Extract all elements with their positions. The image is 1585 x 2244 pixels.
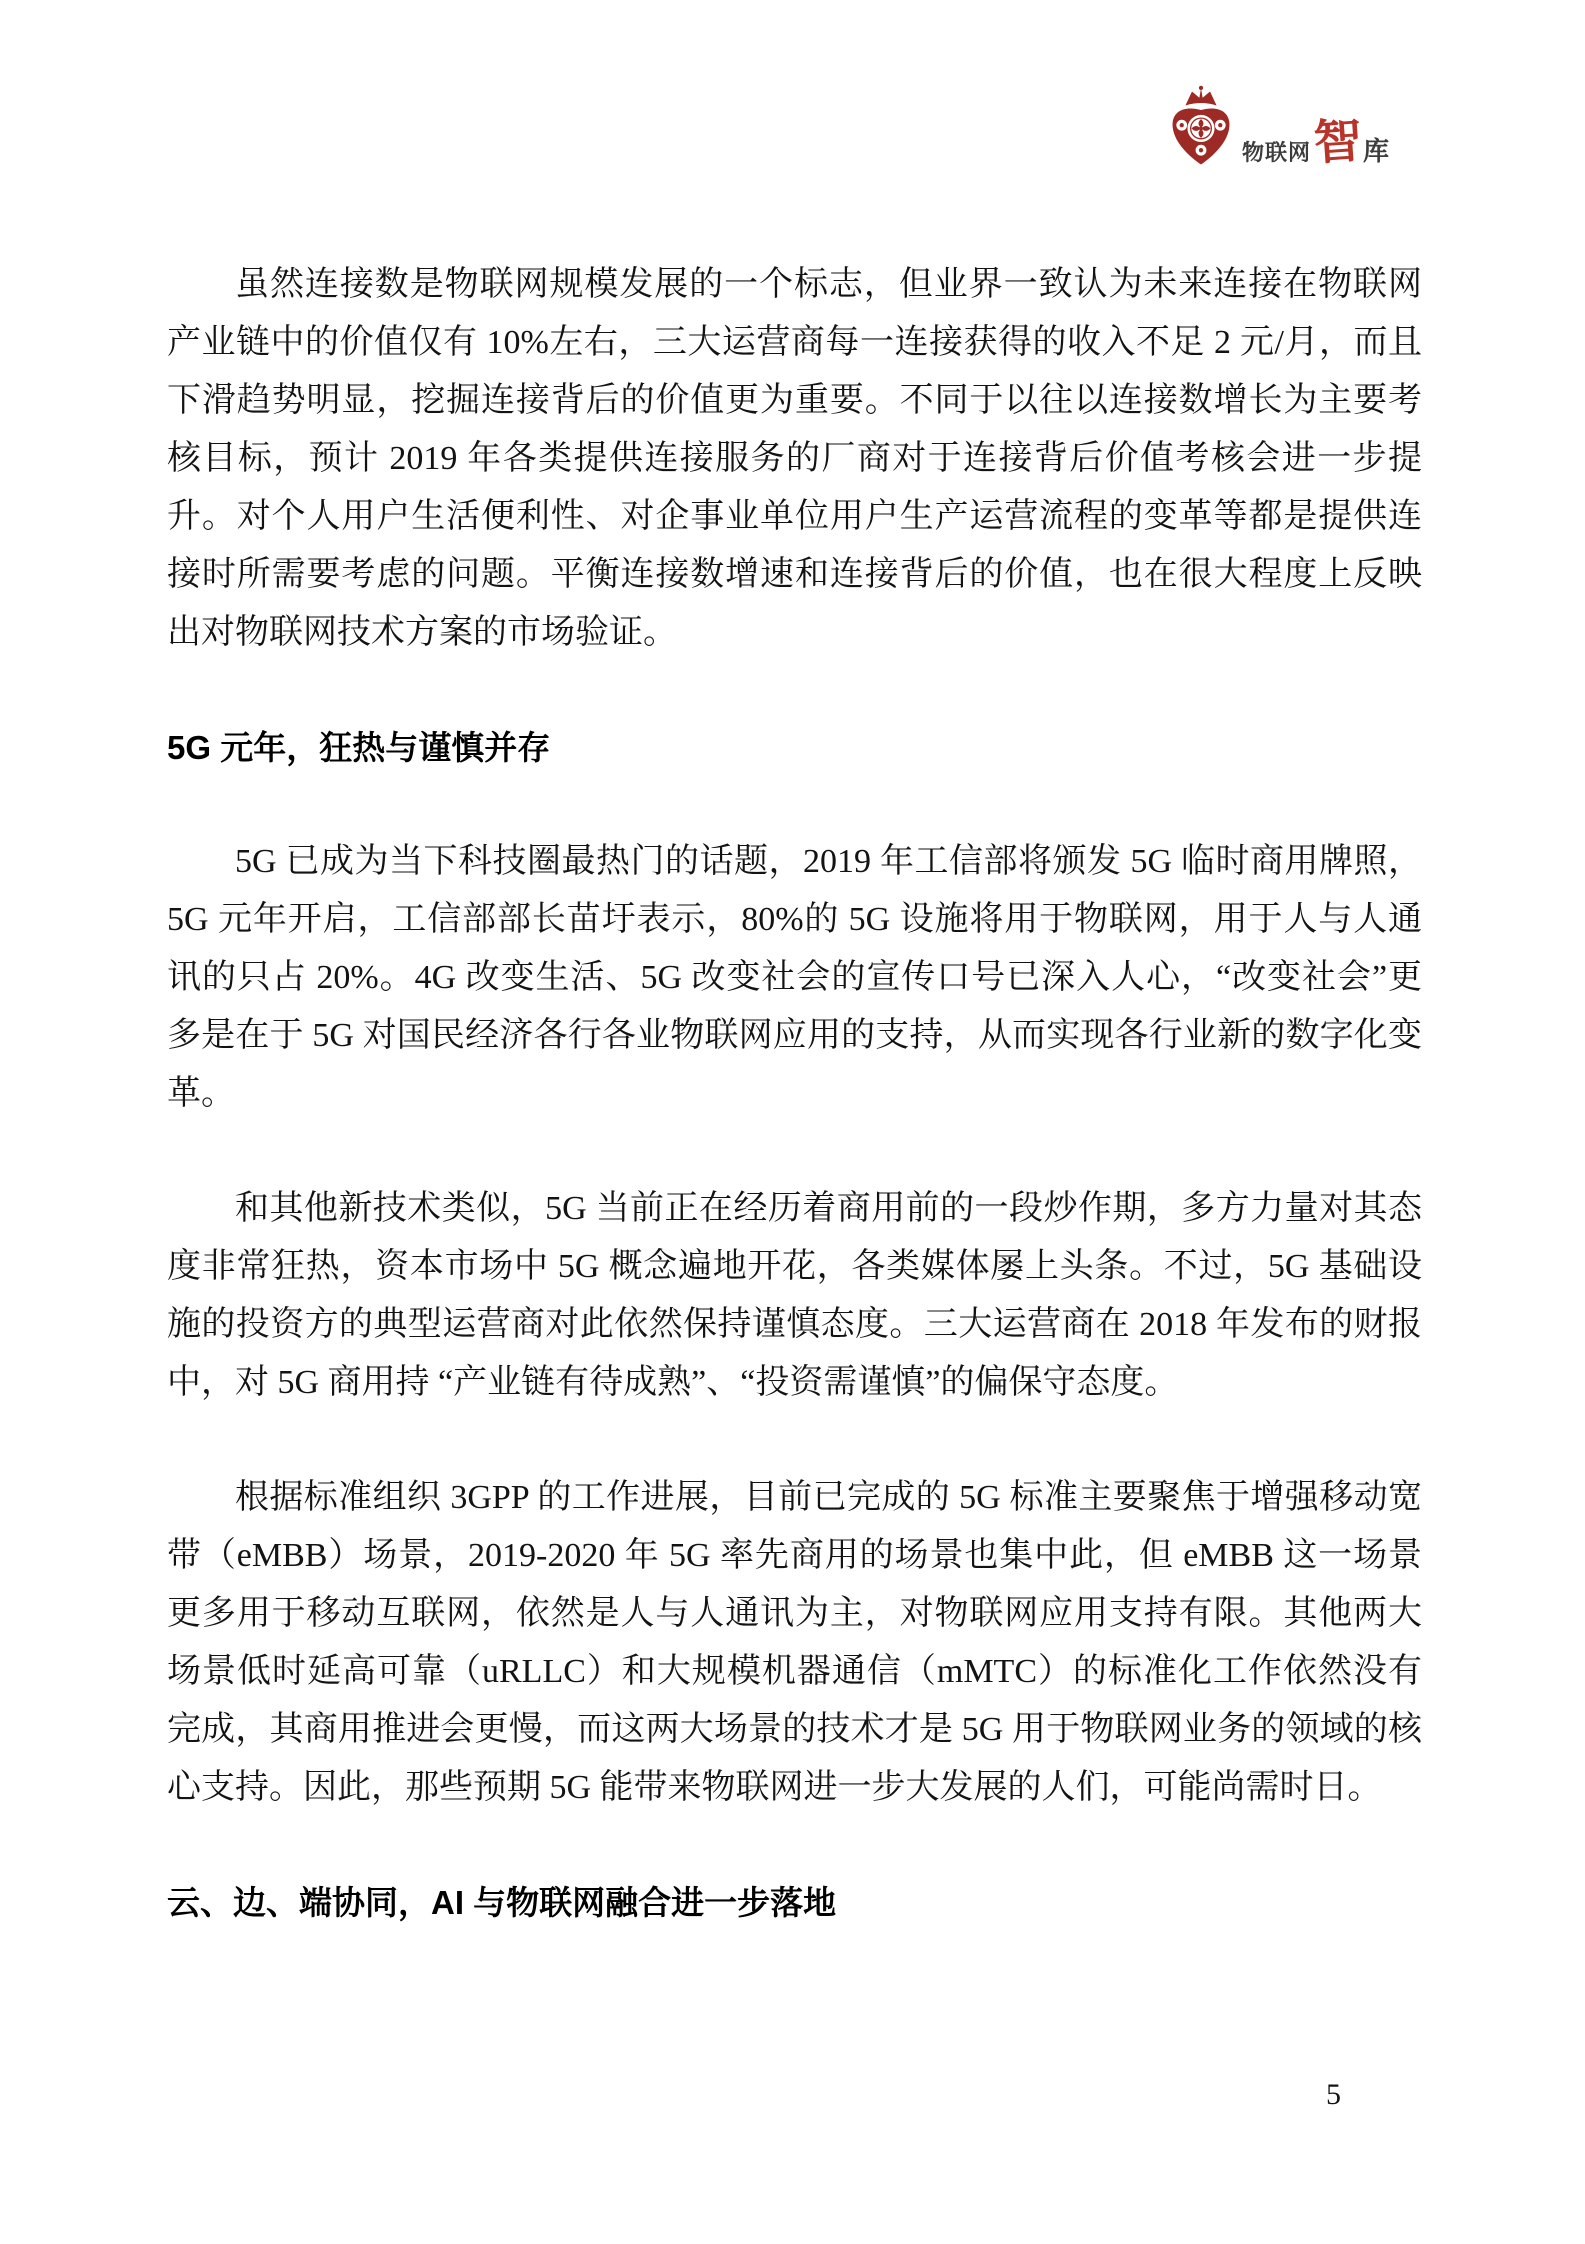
logo-text-accent-char: 智 (1312, 112, 1364, 172)
logo-text-prefix: 物联网 (1241, 140, 1311, 165)
paragraph-3gpp-progress: 根据标准组织 3GPP 的工作进展，目前已完成的 5G 标准主要聚焦于增强移动宽带（eMBB）场景，2019-2020 年 5G 率先商用的场景也集中此，但 eMBB 这一场景更多用于移动互联网，依然是人与人通讯为主，对物联网应用支持有限。其他两大场景低时延高可靠（uRLLC）和大规模机器通信（mMTC）的标准化工作依然没有完成，其商用推进会更慢，而这两大场景的技术才是 5G 用于物联网业务的领域的核心支持。因此，那些预期 5G 能带来物联网进一步大发展的人们，可能尚需时日。 (167, 1479, 1422, 1806)
logo-emblem-icon (1160, 84, 1242, 168)
heading-5g-first-year: 5G 元年，狂热与谨慎并存 (167, 729, 551, 766)
document-body (167, 256, 1422, 1988)
iot-think-tank-logo (1160, 84, 1389, 172)
page-number: 5 (1326, 2078, 1341, 2111)
paragraph-5g-hype-caution: 和其他新技术类似，5G 当前正在经历着商用前的一段炒作期，多方力量对其态度非常狂热，资本市场中 5G 概念遍地开花，各类媒体屡上头条。不过，5G 基础设施的投资方的典型运营商对此依然保持谨慎态度。三大运营商在 2018 年发布的财报中，对 5G 商用持 “产业链有待成熟”、“投资需谨慎”的偏保守态度。 (167, 1190, 1422, 1401)
logo-text-suffix: 库 (1362, 136, 1389, 166)
logo-wordmark (1241, 112, 1389, 172)
paragraph-5g-hot-topic: 5G 已成为当下科技圈最热门的话题，2019 年工信部将颁发 5G 临时商用牌照，5G 元年开启，工信部部长苗圩表示，80%的 5G 设施将用于物联网，用于人与人通讯的只占 20%。4G 改变生活、5G 改变社会的宣传口号已深入人心，“改变社会”更多是在于 5G 对国民经济各行各业物联网应用的支持，从而实现各行业新的数字化变革。 (167, 843, 1422, 1112)
paragraph-connections-value: 虽然连接数是物联网规模发展的一个标志，但业界一致认为未来连接在物联网产业链中的价值仅有 10%左右，三大运营商每一连接获得的收入不足 2 元/月，而且下滑趋势明显，挖掘连接背后的价值更为重要。不同于以往以连接数增长为主要考核目标，预计 2019 年各类提供连接服务的厂商对于连接背后价值考核会进一步提升。对个人用户生活便利性、对企事业单位用户生产运营流程的变革等都是提供连接时所需要考虑的问题。平衡连接数增速和连接背后的价值，也在很大程度上反映出对物联网技术方案的市场验证。 (167, 266, 1422, 651)
heading-cloud-edge-ai: 云、边、端协同，AI 与物联网融合进一步落地 (167, 1884, 837, 1921)
